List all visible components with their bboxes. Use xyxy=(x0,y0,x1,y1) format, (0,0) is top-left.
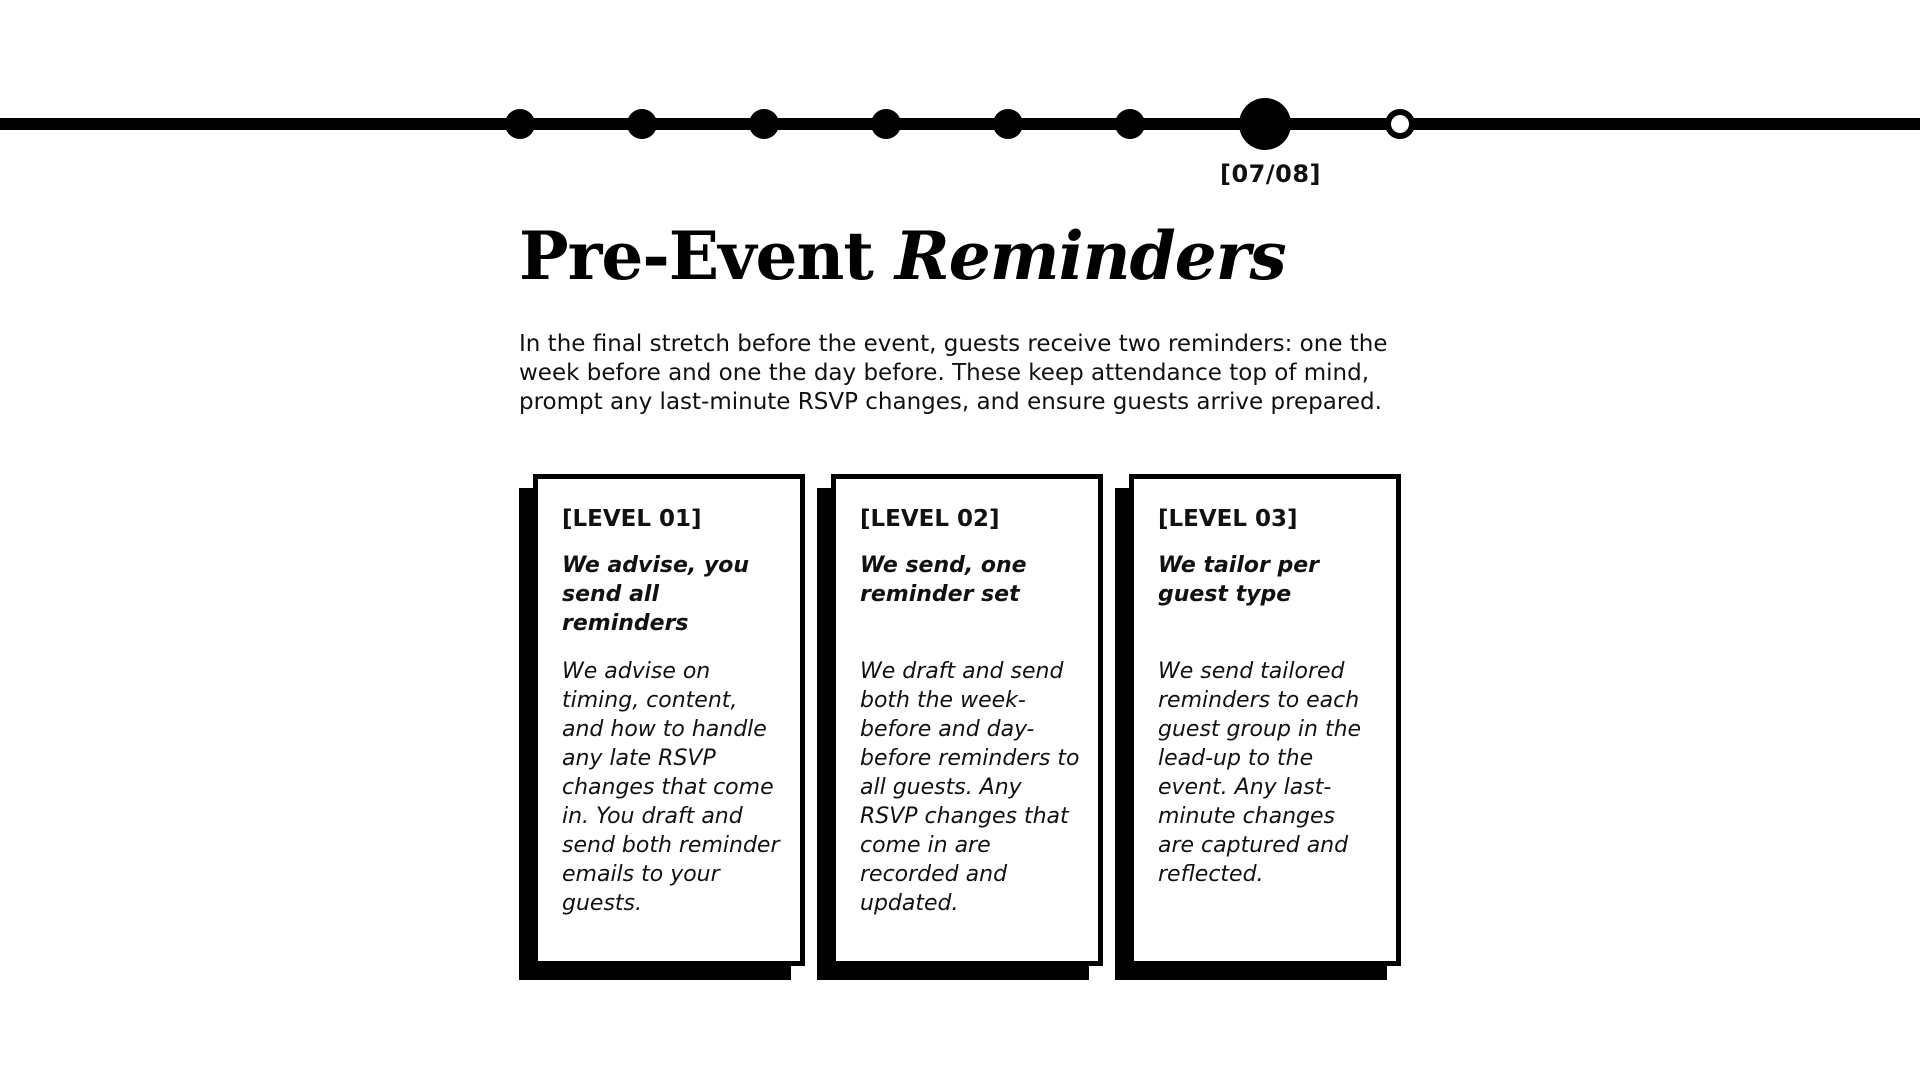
page-title-regular: Pre-Event xyxy=(519,217,873,295)
page-title xyxy=(519,217,1286,295)
progress-step-1-dot xyxy=(505,109,535,139)
card-heading: We tailor per guest type xyxy=(1158,553,1320,607)
progress-step-5-dot xyxy=(993,109,1023,139)
level-card-1 xyxy=(533,474,805,966)
progress-step-3-dot xyxy=(749,109,779,139)
card-level-label: [LEVEL 03] xyxy=(1158,506,1298,532)
card-body: We draft and send both the week-before and day-before reminders to all guests. Any RSVP changes that come in are recorded and updated. xyxy=(860,659,1080,916)
progress-step-8-dot xyxy=(1385,109,1415,139)
page-title-italic: Reminders xyxy=(894,217,1286,295)
intro-paragraph: In the final stretch before the event, guests receive two reminders: one the week before and one the day before. These keep attendance top of mind, prompt any last-minute RSVP changes, and ensure guests arrive prepared. xyxy=(519,331,1388,415)
card-heading: We send, one reminder set xyxy=(860,553,1027,607)
progress-step-4-dot xyxy=(871,109,901,139)
page-indicator: [07/08] xyxy=(1220,160,1321,188)
progress-timeline-line xyxy=(0,118,1920,130)
progress-step-2-dot xyxy=(627,109,657,139)
level-card-2 xyxy=(831,474,1103,966)
card-level-label: [LEVEL 01] xyxy=(562,506,702,532)
progress-step-7-current-dot xyxy=(1239,98,1291,150)
card-level-label: [LEVEL 02] xyxy=(860,506,1000,532)
card-body: We send tailored reminders to each guest group in the lead-up to the event. Any last-minute changes are captured and reflected. xyxy=(1158,659,1362,887)
card-heading: We advise, you send all reminders xyxy=(562,553,750,636)
level-card-3 xyxy=(1129,474,1401,966)
card-body: We advise on timing, content, and how to handle any late RSVP changes that come in. You draft and send both reminder emails to your guests. xyxy=(562,659,780,916)
progress-step-6-dot xyxy=(1115,109,1145,139)
